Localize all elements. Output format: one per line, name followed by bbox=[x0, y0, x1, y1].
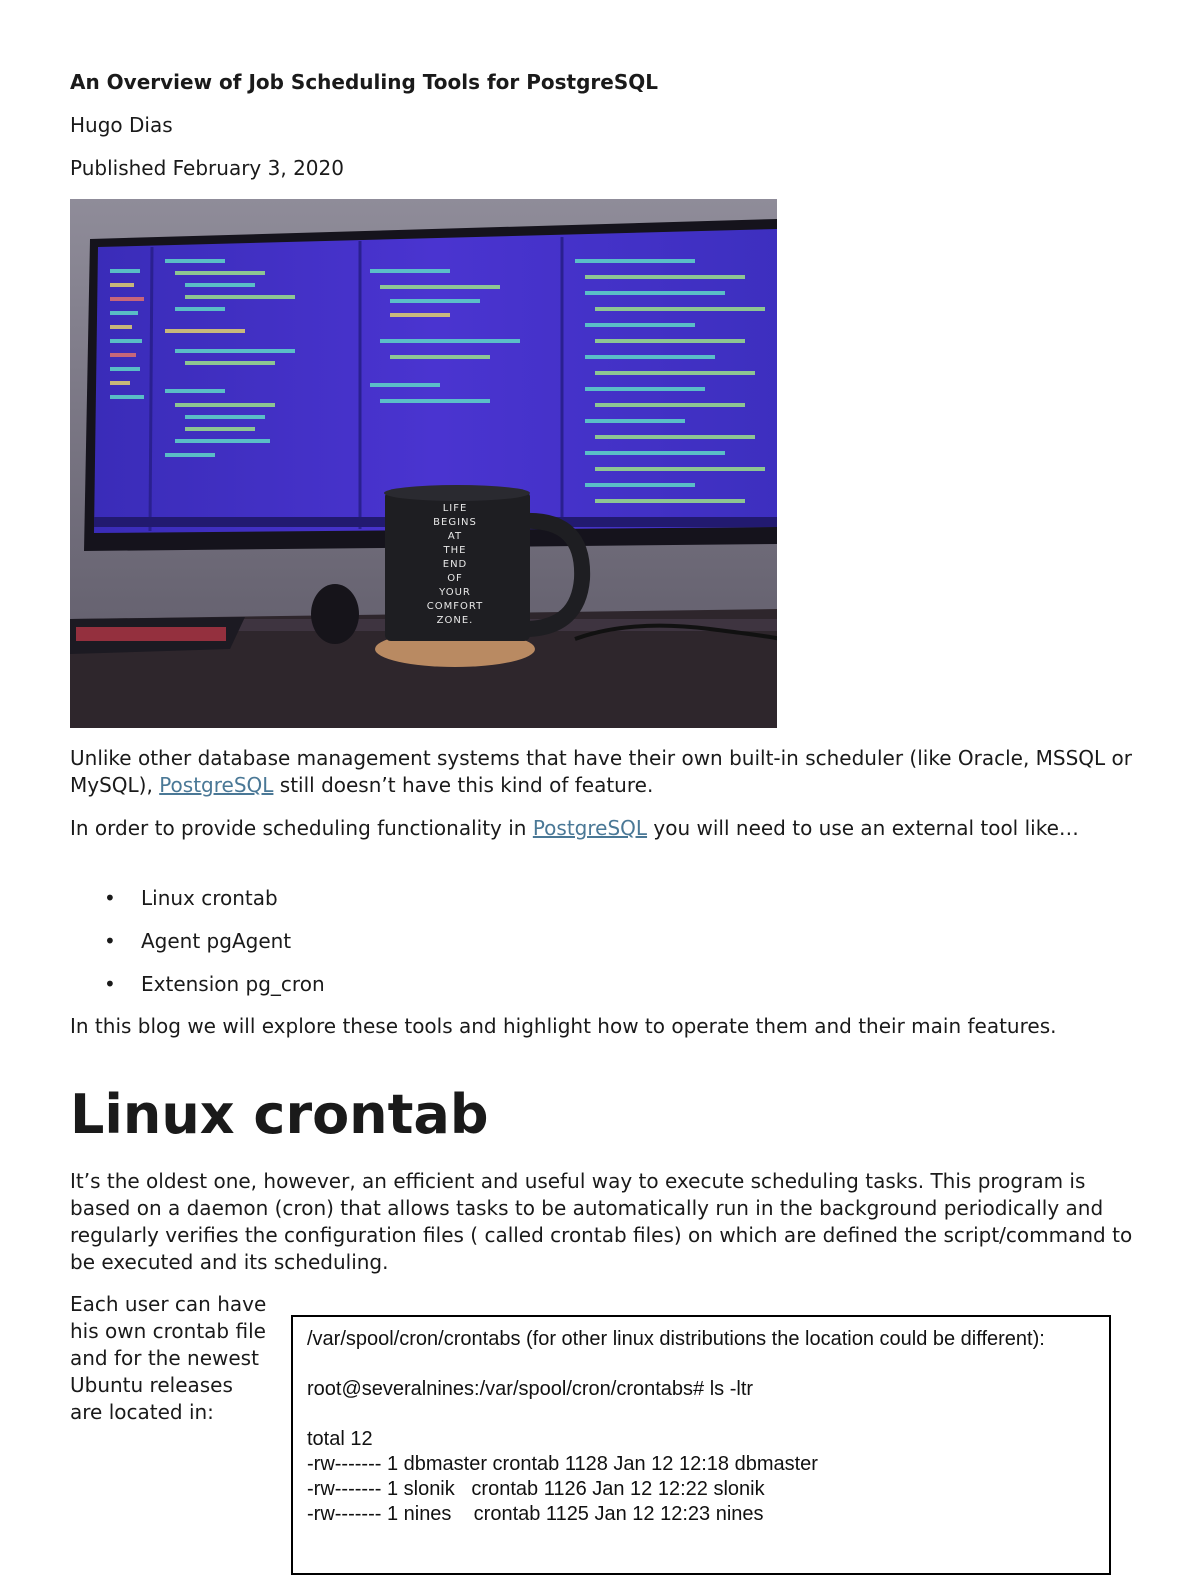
author-name: Hugo Dias bbox=[70, 113, 173, 137]
code-total: total 12 bbox=[307, 1428, 373, 1450]
svg-text:THE: THE bbox=[443, 545, 467, 556]
side-note: Each user can have his own crontab file and for the newest Ubuntu releases are located in: bbox=[70, 1292, 267, 1424]
list-item bbox=[70, 885, 325, 928]
postgresql-link[interactable]: PostgreSQL bbox=[159, 773, 274, 797]
desk-monitor-photo bbox=[70, 199, 777, 728]
svg-text:BEGINS: BEGINS bbox=[433, 517, 477, 528]
scheduling-text-2: you will need to use an external tool like… bbox=[647, 816, 1079, 840]
svg-text:COMFORT: COMFORT bbox=[426, 601, 484, 612]
list-item bbox=[70, 928, 325, 971]
tool-name: Linux crontab bbox=[141, 886, 278, 910]
code-command: root@severalnines:/var/spool/cron/crontabs# ls -ltr bbox=[307, 1378, 754, 1400]
crontab-paragraph: It’s the oldest one, however, an efficient and useful way to execute scheduling tasks. This program is based on a daemon (cron) that allows tasks to be automatically run in the background periodically and regularly verifies the configuration files ( called crontab files) on which are defined the script/command to be executed and its scheduling. bbox=[70, 1169, 1133, 1274]
svg-text:LIFE: LIFE bbox=[442, 503, 468, 514]
code-intro: /var/spool/cron/crontabs (for other linux distributions the location could be different): bbox=[307, 1328, 1045, 1350]
tool-list bbox=[70, 885, 325, 1014]
intro-paragraph bbox=[70, 745, 1140, 799]
tool-name: Extension pg_cron bbox=[141, 972, 325, 996]
svg-text:AT: AT bbox=[447, 531, 463, 542]
article-title: An Overview of Job Scheduling Tools for PostgreSQL bbox=[70, 70, 658, 94]
scheduling-text-1: In order to provide scheduling functionality in bbox=[70, 816, 533, 840]
bullet: • bbox=[104, 972, 116, 996]
tool-name: Agent pgAgent bbox=[141, 929, 292, 953]
intro-text-2: still doesn’t have this kind of feature. bbox=[273, 773, 654, 797]
publish-date: Published February 3, 2020 bbox=[70, 156, 344, 180]
explore-paragraph: In this blog we will explore these tools and highlight how to operate them and their main features. bbox=[70, 1014, 1057, 1038]
bullet: • bbox=[104, 886, 116, 910]
list-item bbox=[70, 971, 325, 1014]
svg-text:YOUR: YOUR bbox=[439, 587, 471, 598]
scheduling-paragraph bbox=[70, 815, 1140, 842]
svg-text:OF: OF bbox=[447, 573, 463, 584]
hero-image bbox=[70, 199, 777, 728]
section-heading: Linux crontab bbox=[70, 1083, 489, 1146]
svg-text:ZONE.: ZONE. bbox=[436, 615, 474, 626]
postgresql-link-2[interactable]: PostgreSQL bbox=[532, 816, 648, 840]
bullet: • bbox=[104, 929, 116, 953]
code-row: -rw------- 1 slonik crontab 1126 Jan 12 12:22 slonik bbox=[307, 1478, 765, 1500]
svg-text:END: END bbox=[442, 559, 468, 570]
code-row: -rw------- 1 dbmaster crontab 1128 Jan 12 12:18 dbmaster bbox=[307, 1453, 818, 1475]
intro-text-1: Unlike other database management systems that have their own built-in scheduler (like Oracle, MSSQL or MySQL), bbox=[70, 746, 1133, 797]
code-box bbox=[291, 1315, 1111, 1575]
code-row: -rw------- 1 nines crontab 1125 Jan 12 12:23 nines bbox=[307, 1503, 764, 1525]
